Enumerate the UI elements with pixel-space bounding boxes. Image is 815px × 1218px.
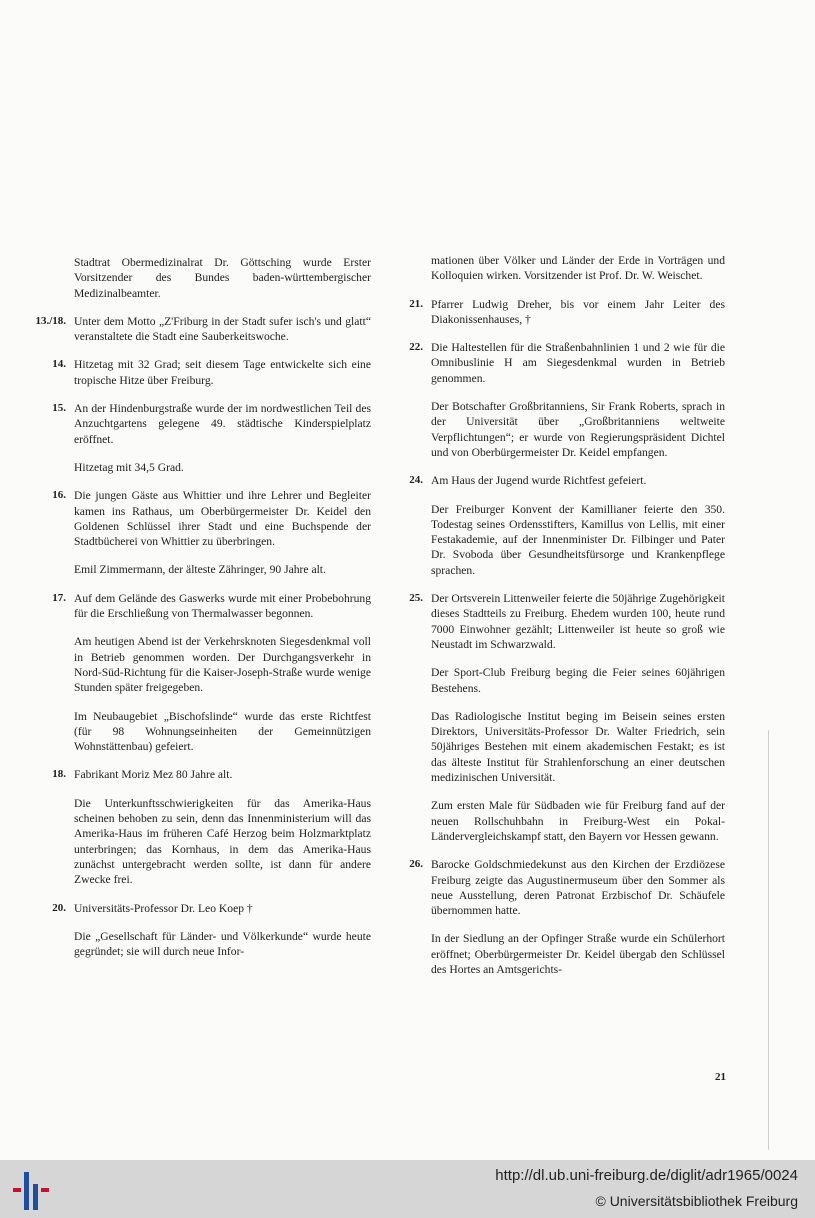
entry-date: 22. <box>409 341 423 354</box>
entry <box>409 297 725 328</box>
entry-paragraph: Hitzetag mit 32 Grad; seit diesem Tage entwickelte sich eine tropische Hitze über Freiburg. <box>74 358 371 387</box>
source-url[interactable]: http://dl.ub.uni-freiburg.de/diglit/adr1965/0024 <box>495 1167 798 1184</box>
entry-paragraph: Der Sport-Club Freiburg beging die Feier seines 60jährigen Bestehens. <box>431 666 725 695</box>
entry-paragraph: Die Haltestellen für die Straßenbahnlinien 1 und 2 wie für die Omnibuslinie H am Siegesdenkmal wurden in Betrieb genommen. <box>431 341 725 385</box>
entry <box>409 857 725 977</box>
entry <box>35 314 371 345</box>
library-logo-icon <box>10 1168 52 1212</box>
entry-paragraph: mationen über Völker und Länder der Erde in Vorträgen und Kolloquien wirken. Vorsitzender ist Prof. Dr. W. Weischet. <box>431 254 725 283</box>
entry-paragraph: Am Haus der Jugend wurde Richtfest gefeiert. <box>431 474 647 488</box>
entry <box>52 401 371 475</box>
entry-date: 25. <box>409 592 423 605</box>
entry <box>52 767 371 887</box>
page-number: 21 <box>715 1071 726 1083</box>
entry <box>409 591 725 844</box>
entry-date: 21. <box>409 297 423 310</box>
entry-paragraph: Die Unterkunftsschwierigkeiten für das Amerika-Haus scheinen behoben zu sein, denn das Innenministerium will das Amerika-Haus im früheren Café Herzog beim Holzmarktplatz unterbringen; das Kornhaus, in dem das Amerika-Haus zunächst untergebracht werden sollte, ist dann für andere Zwecke frei. <box>74 796 371 887</box>
entry-paragraph: Das Radiologische Institut beging im Beisein seines ersten Direktors, Universitäts-Professor Dr. Walter Friedrich, sein 50jähriges Bestehen mit einem akademischen Festakt; es ist das älteste Institut für Strahlenforschung an einer deutschen medizinischen Universität. <box>431 709 725 785</box>
entry-date: 16. <box>52 489 66 502</box>
entry-date: 18. <box>52 768 66 781</box>
entry-date: 17. <box>52 591 66 604</box>
entry-paragraph: An der Hindenburgstraße wurde der im nordwestlichen Teil des Anzuchtgartens gelegene 49. städtische Kinderspielplatz eröffnet. <box>74 402 371 446</box>
entry-paragraph: Der Freiburger Konvent der Kamillianer feierte den 350. Todestag seines Ordensstifters, Kamillus von Lellis, mit einer Festakademie, auf der Innenminister Dr. Filbinger und Pater Dr. Svoboda über Gesundheitsfürsorge und Krankenpflege sprachen. <box>431 502 725 577</box>
entry-paragraph: Der Ortsverein Littenweiler feierte die 50jährige Zugehörigkeit dieses Stadtteils zu Freiburg. Ehedem wurden 100, heute rund 7000 Einwohner gezählt; Littenweiler ist heute so groß wie Neustadt im Schwarzwald. <box>431 592 725 651</box>
entry <box>52 357 371 388</box>
entry-paragraph: Hitzetag mit 34,5 Grad. <box>74 460 184 474</box>
entry-date: 13./18. <box>35 314 66 327</box>
entry-date: 15. <box>52 402 66 415</box>
entry-paragraph: Auf dem Gelände des Gaswerks wurde mit einer Probebohrung für die Erschließung von Thermalwasser begonnen. <box>74 591 371 621</box>
entry <box>52 901 371 960</box>
entry-paragraph: Am heutigen Abend ist der Verkehrsknoten Siegesdenkmal voll in Betrieb genommen worden. Der Durchgangsverkehr in Nord-Süd-Richtung für die Kaiser-Joseph-Straße wurde wenige Stunden später freigegeben. <box>74 635 371 695</box>
entry <box>409 473 725 578</box>
entry-paragraph: Emil Zimmermann, der älteste Zähringer, 90 Jahre alt. <box>74 563 326 577</box>
entry-paragraph: Fabrikant Moriz Mez 80 Jahre alt. <box>74 768 233 782</box>
footer-bar <box>0 1160 815 1218</box>
entry-paragraph: Unter dem Motto „Z'Friburg in der Stadt sufer isch's und glatt“ veranstaltete die Stadt eine Sauberkeitswoche. <box>74 314 371 344</box>
entry <box>52 488 371 577</box>
entry-paragraph: In der Siedlung an der Opfinger Straße wurde ein Schülerhort eröffnet; Oberbürgermeister Dr. Keidel übergab den Schlüssel des Hortes an Amtsgerichts- <box>431 932 725 976</box>
entry-paragraph: Zum ersten Male für Südbaden wie für Freiburg fand auf der neuen Rollschuhbahn in Freiburg-West ein Pokal-Ländervergleichskampf statt, den Bayern vor Hessen gewann. <box>431 799 725 843</box>
scan-edge-line <box>768 730 769 1150</box>
left-column <box>35 255 371 972</box>
entry <box>431 253 725 284</box>
entry-paragraph: Stadtrat Obermedizinalrat Dr. Göttsching wurde Erster Vorsitzender des Bundes baden-württembergischer Medizinalbeamter. <box>74 256 371 300</box>
entry-paragraph: Der Botschafter Großbritanniens, Sir Frank Roberts, sprach in der Universität über „Großbritanniens weltweite Verpflichtungen“; er wurde von Regierungspräsident Dichtel und von Oberbürgermeister Dr. Keidel empfangen. <box>431 400 725 459</box>
entry-date: 26. <box>409 858 423 871</box>
entry-date: 20. <box>52 901 66 914</box>
entry-date: 24. <box>409 474 423 487</box>
entry-paragraph: Die „Gesellschaft für Länder- und Völkerkunde“ wurde heute gegründet; sie will durch neue Infor- <box>74 929 371 959</box>
entry-paragraph: Barocke Goldschmiedekunst aus den Kirchen der Erzdiözese Freiburg zeigte das Augustinermuseum über den Sommer als neue Ausstellung, deren Patronat Erzbischof Dr. Schäufele übernommen hatte. <box>431 858 725 918</box>
entry <box>74 255 371 301</box>
right-column <box>409 253 725 990</box>
entry-date: 14. <box>52 358 66 371</box>
entry-paragraph: Die jungen Gäste aus Whittier und ihre Lehrer und Begleiter kamen ins Rathaus, um Oberbürgermeister Dr. Keidel den Goldenen Schlüssel ihrer Stadt und eine Buchspende der Stadtbücherei von Whittier zu überbringen. <box>74 489 371 549</box>
entry-paragraph: Im Neubaugebiet „Bischofslinde“ wurde das erste Richtfest (für 98 Wohnungseinheiten der Gemeinnützigen Wohnstättenbau) gefeiert. <box>74 709 371 754</box>
copyright-notice: © Universitätsbibliothek Freiburg <box>595 1193 798 1209</box>
entry <box>52 591 371 755</box>
entry-paragraph: Universitäts-Professor Dr. Leo Koep † <box>74 901 253 915</box>
entry-paragraph: Pfarrer Ludwig Dreher, bis vor einem Jahr Leiter des Diakonissenhauses, † <box>431 297 725 326</box>
entry <box>409 340 725 460</box>
